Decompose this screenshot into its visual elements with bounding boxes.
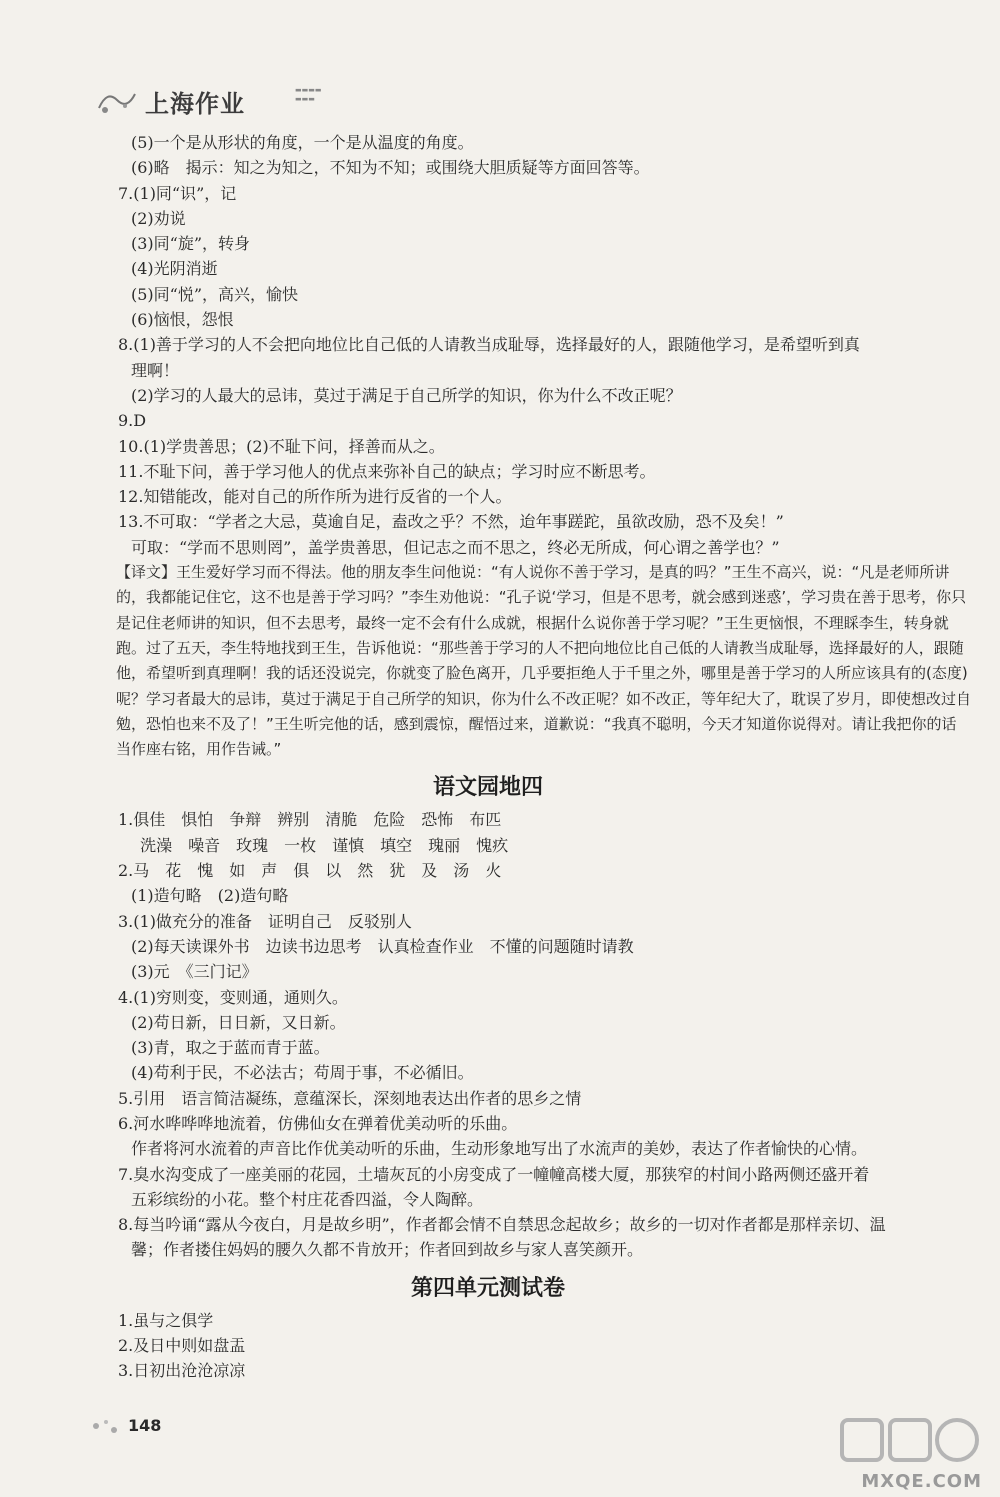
answer-line: 五彩缤纷的小花。整个村庄花香四溢，令人陶醉。 <box>131 1189 484 1209</box>
answer-line: (2)学习的人最大的忌讳，莫过于满足于自己所学的知识，你为什么不改正呢？ <box>131 385 682 405</box>
answer-line: (3)同“旋”，转身 <box>131 234 251 254</box>
answer-line: 馨；作者搂住妈妈的腰久久都不肯放开；作者回到故乡与家人喜笑颜开。 <box>131 1240 644 1260</box>
answer-line: (3)青，取之于蓝而青于蓝。 <box>131 1038 330 1058</box>
answer-line: 8.(1)善于学习的人不会把向地位比自己低的人请教当成耻辱，选择最好的人，跟随他学习，是希望听到真 <box>118 335 860 355</box>
header <box>95 78 355 124</box>
answer-line: (3)元 《三门记》 <box>131 962 258 982</box>
answer-line: 11.不耻下问，善于学习他人的优点来弥补自己的缺点；学习时应不断思考。 <box>118 461 656 481</box>
section-title-unit-test: 第四单元测试卷 <box>410 1275 565 1301</box>
watermark-text: MXQE.COM <box>861 1471 982 1492</box>
answer-line: 7.(1)同“识”，记 <box>118 183 237 203</box>
page-number: 148 <box>128 1416 162 1435</box>
answer-line: (2)苟日新，日日新，又日新。 <box>131 1012 346 1032</box>
main-content <box>118 130 978 1384</box>
answer-line: 2.及日中则如盘盂 <box>118 1336 246 1356</box>
watermark-logo-icon <box>812 1412 988 1472</box>
answer-line: 4.(1)穷则变，变则通，通则久。 <box>118 987 348 1007</box>
answer-line: 13.不可取：“学者之大忌，莫逾自足，盍改之乎？不然，迨年事蹉跎，虽欲改励，恐不及矣！” <box>118 512 784 532</box>
answer-line: 1.虽与之俱学 <box>118 1310 214 1330</box>
answer-line: 5.引用 语言简洁凝练，意蕴深长，深刻地表达出作者的思乡之情 <box>118 1088 582 1108</box>
answer-line: 洗澡 噪音 玫瑰 一枚 谨慎 填空 瑰丽 愧疚 <box>118 835 509 855</box>
answer-line: (2)每天读课外书 边读书边思考 认真检查作业 不懂的问题随时请教 <box>131 936 634 956</box>
translation-paragraph: 【译文】王生爱好学习而不得法。他的朋友李生问他说：“有人说你不善于学习，是真的吗？”王生不高兴，说：“凡是老师所讲的，我都能记住它，这不也是善于学习吗？”李生劝他说：“孔子说‘学习，但是不思考，就会感到迷惑’，学习贵在善于思考，你只是记住老师讲的知识，但不去思考，最终一定不会有什么成就，根据什么说你善于学习呢？”王生更恼恨，不理睬李生，转身就跑。过了五天，李生特地找到王生，告诉他说：“那些善于学习的人不把向地位比自己低的人请教当成耻辱，选择最好的人，跟随他，希望听到真理啊！我的话还没说完，你就变了脸色离开，几乎要拒绝人于千里之外，哪里是善于学习的人所应该具有的(态度)呢？学习者最大的忌讳，莫过于满足于自己所学的知识，你为什么不改正呢？如不改正，等年纪大了，耽误了岁月，即使想改过自勉，恐怕也来不及了！”王生听完他的话，感到震惊，醒悟过来，道歉说：“我真不聪明，今天才知道你说得对。请让我把你的话当作座右铭，用作告诫。” <box>116 563 972 759</box>
watermark-logo <box>812 1412 988 1496</box>
answer-line: (6)略 揭示：知之为知之，不知为不知；或围绕大胆质疑等方面回答等。 <box>131 158 650 178</box>
answers-top <box>118 130 978 560</box>
answer-line: 可取：“学而不思则罔”，盖学贵善思，但记志之而不思之，终必无所成，何心谓之善学也？” <box>131 537 780 557</box>
answer-line: (5)一个是从形状的角度，一个是从温度的角度。 <box>131 133 474 152</box>
answers-bottom <box>118 1308 978 1384</box>
section-title-yuwen-yuandi: 语文园地四 <box>432 775 543 801</box>
answer-line: 3.(1)做充分的准备 证明自己 反驳别人 <box>118 911 412 931</box>
answer-line: (4)苟利于民，不必法古；苟周于事，不必循旧。 <box>131 1063 474 1083</box>
answer-line: (1)造句略 (2)造句略 <box>131 886 289 906</box>
header-subtitle-decoration: ▬▬▬▬ ▬▬▬ <box>295 86 322 103</box>
answer-line: (4)光阴消逝 <box>131 259 218 279</box>
answer-line: 7.臭水沟变成了一座美丽的花园，土墙灰瓦的小房变成了一幢幢高楼大厦，那狭窄的村间小路两侧还盛开着 <box>118 1164 870 1184</box>
answer-line: 作者将河水流着的声音比作优美动听的乐曲，生动形象地写出了水流声的美妙，表达了作者愉快的心情。 <box>131 1139 868 1159</box>
answer-line: 10.(1)学贵善思；(2)不耻下问，择善而从之。 <box>118 436 445 456</box>
answers-middle <box>118 807 978 1262</box>
answer-line: 3.日初出沧沧凉凉 <box>118 1361 246 1381</box>
answer-line: 8.每当吟诵“露从今夜白，月是故乡明”，作者都会情不自禁思念起故乡；故乡的一切对作者都是那样亲切、温 <box>118 1215 886 1235</box>
answer-line: 1.俱佳 惧怕 争辩 辨别 清脆 危险 恐怖 布匹 <box>118 810 502 830</box>
answer-line: 理啊！ <box>131 360 180 380</box>
answer-line: 12.知错能改，能对自己的所作所为进行反省的一个人。 <box>118 487 512 507</box>
answer-line: (5)同“悦”，高兴，愉快 <box>131 284 299 304</box>
footer-decoration-icon <box>88 1412 126 1440</box>
header-decoration-icon <box>95 86 139 116</box>
header-title: 上海作业 <box>145 89 245 118</box>
answer-line: 2.马 花 愧 如 声 俱 以 然 犹 及 汤 火 <box>118 861 502 881</box>
answer-line: 9.D <box>118 411 147 431</box>
answer-line: (2)劝说 <box>131 208 186 228</box>
answer-line: (6)恼恨，怨恨 <box>131 310 234 330</box>
answer-line: 6.河水哗哗哗地流着，仿佛仙女在弹着优美动听的乐曲。 <box>118 1113 518 1133</box>
